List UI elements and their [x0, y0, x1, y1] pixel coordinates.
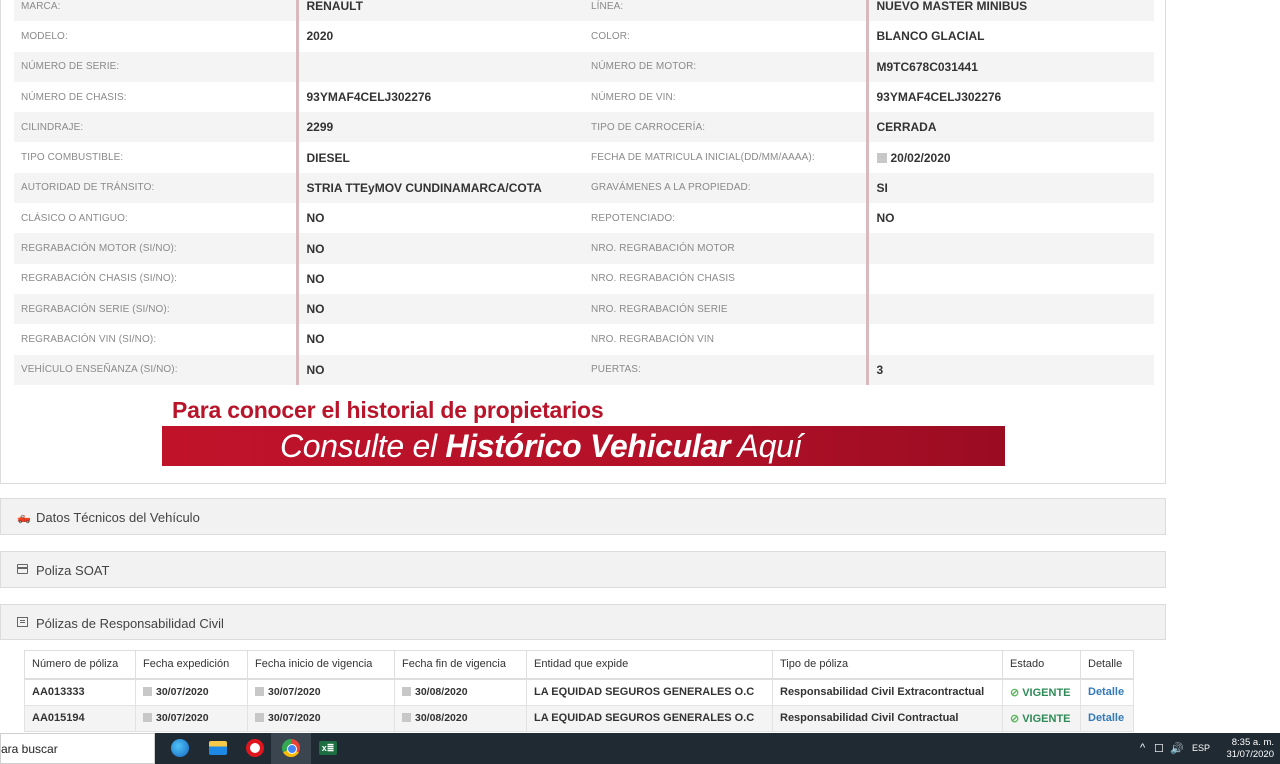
field-value: [867, 294, 1154, 324]
historico-vehicular-link-text[interactable]: Consulte el Histórico Vehicular Aquí: [280, 428, 803, 464]
policy-status: [1003, 679, 1081, 706]
field-value: 93YMAF4CELJ302276: [297, 82, 584, 112]
edge-icon: [171, 739, 189, 757]
vehicle-info-row: [14, 112, 1154, 142]
field-value: [867, 264, 1154, 294]
vehicle-info-row: [14, 203, 1154, 233]
network-icon[interactable]: ☐: [1154, 743, 1164, 755]
language-indicator[interactable]: ESP: [1192, 743, 1211, 753]
calendar-icon: [877, 153, 887, 163]
windows-taskbar: [0, 733, 1280, 764]
excel-app-button[interactable]: [308, 733, 348, 764]
field-value: [297, 52, 584, 82]
field-value: [867, 233, 1154, 263]
field-value: 2020: [297, 21, 584, 51]
accordion-datos-tecnicos-label: Datos Técnicos del Vehículo: [36, 510, 200, 525]
vehicle-info-row: [14, 173, 1154, 203]
taskbar-search-box[interactable]: ara buscar: [0, 733, 155, 764]
field-label: NRO. REGRABACIÓN MOTOR: [584, 233, 867, 263]
policy-type-text: Responsabilidad Civil Extracontractual: [780, 686, 985, 698]
field-value: BLANCO GLACIAL: [867, 21, 1154, 51]
vehicle-info-row: [14, 264, 1154, 294]
chrome-icon: [282, 739, 300, 757]
field-label: NÚMERO DE CHASIS:: [21, 91, 127, 103]
policies-column-header: Detalle: [1081, 651, 1134, 679]
chevron-up-icon[interactable]: ^: [1140, 742, 1146, 754]
policy-end-date-text: 30/08/2020: [402, 686, 468, 698]
field-label: TIPO COMBUSTIBLE:: [21, 152, 124, 164]
policy-detail-link[interactable]: [1081, 679, 1134, 706]
policy-end-date: [395, 679, 527, 706]
field-label: COLOR:: [591, 30, 630, 42]
policies-column-header: Tipo de póliza: [773, 651, 1003, 679]
policy-number-text: AA013333: [32, 686, 85, 698]
policy-entity-text: LA EQUIDAD SEGUROS GENERALES O.C: [534, 686, 755, 698]
policy-detail-link[interactable]: [1081, 705, 1134, 732]
policy-detail-link-text[interactable]: Detalle: [1088, 712, 1125, 725]
field-value: 93YMAF4CELJ302276: [867, 82, 1154, 112]
policy-status: [1003, 705, 1081, 732]
policy-issue-date: [136, 705, 248, 732]
vehicle-info-row: [14, 233, 1154, 263]
field-value: 3: [867, 355, 1154, 385]
credit-card-icon: [17, 564, 28, 574]
policy-entity: [527, 679, 773, 706]
policy-detail-link-text[interactable]: Detalle: [1088, 686, 1125, 698]
field-value: SI: [867, 173, 1154, 203]
field-label: MODELO:: [21, 30, 68, 42]
clock[interactable]: [1226, 737, 1274, 761]
policy-issue-date: [136, 679, 248, 706]
historial-banner-title: Para conocer el historial de propietarios: [172, 397, 604, 423]
field-value: NO: [297, 355, 584, 385]
field-label: NÚMERO DE VIN:: [591, 91, 676, 103]
policies-column-header: Entidad que expide: [527, 651, 773, 679]
edge-app-button[interactable]: [160, 733, 200, 764]
file-explorer-app-button[interactable]: [198, 733, 238, 764]
field-value: DIESEL: [297, 142, 584, 172]
policy-type: [773, 705, 1003, 732]
opera-app-button[interactable]: [235, 733, 275, 764]
policies-column-header: Fecha fin de vigencia: [395, 651, 527, 679]
policy-end-date: [395, 705, 527, 732]
policy-issue-date-text: 30/07/2020: [143, 712, 209, 724]
field-label: NÚMERO DE MOTOR:: [584, 52, 867, 82]
policy-entity: [527, 705, 773, 732]
policy-start-date: [248, 705, 395, 732]
vehicle-info-row: [14, 355, 1154, 385]
vehicle-info-row: [14, 142, 1154, 172]
vehicle-info-row: [14, 82, 1154, 112]
folder-icon: [209, 741, 227, 755]
policy-type-text: Responsabilidad Civil Contractual: [780, 712, 959, 725]
policy-issue-date-text: 30/07/2020: [143, 686, 209, 698]
policies-table: [24, 650, 1134, 732]
field-value: NUEVO MASTER MINIBUS: [867, 0, 1154, 21]
policy-end-date-text: 30/08/2020: [402, 712, 468, 724]
vehicle-info-row: [14, 0, 1154, 21]
policy-status-text: VIGENTE: [1022, 686, 1071, 699]
clock-date: 31/07/2020: [1226, 749, 1274, 760]
field-label: REGRABACIÓN VIN (SI/NO):: [21, 333, 157, 345]
accordion-datos-tecnicos[interactable]: [0, 498, 1166, 535]
policy-number: [25, 679, 136, 706]
field-value: 20/02/2020: [867, 142, 1154, 172]
policy-number: [25, 705, 136, 732]
field-value: M9TC678C031441: [867, 52, 1154, 82]
policies-column-header: Estado: [1003, 651, 1081, 679]
field-label: REGRABACIÓN MOTOR (SI/NO):: [14, 233, 297, 263]
field-label: REGRABACIÓN CHASIS (SI/NO):: [21, 273, 178, 285]
chrome-app-button[interactable]: [271, 733, 311, 764]
excel-icon: x≣: [319, 741, 337, 755]
check-circle-icon: ⊘: [1010, 712, 1020, 725]
field-label: NÚMERO DE SERIE:: [14, 52, 297, 82]
policy-start-date: [248, 679, 395, 706]
accordion-responsabilidad-civil[interactable]: [0, 604, 1166, 640]
field-value: NO: [297, 264, 584, 294]
field-value: CERRADA: [867, 112, 1154, 142]
field-label: REGRABACIÓN SERIE (SI/NO):: [14, 294, 297, 324]
check-circle-icon: ⊘: [1010, 686, 1020, 699]
field-value: NO: [297, 294, 584, 324]
policies-column-header: Número de póliza: [25, 651, 136, 679]
field-label: FECHA DE MATRICULA INICIAL(DD/MM/AAAA):: [591, 152, 815, 164]
field-label: NRO. REGRABACIÓN VIN: [591, 333, 715, 345]
policy-start-date-text: 30/07/2020: [255, 712, 321, 724]
accordion-responsabilidad-civil-label: Pólizas de Responsabilidad Civil: [36, 616, 224, 631]
field-label: CILINDRAJE:: [14, 112, 297, 142]
field-label: PUERTAS:: [584, 355, 867, 385]
policy-row: [25, 679, 1134, 706]
field-label: CLÁSICO O ANTIGUO:: [21, 212, 128, 224]
policy-entity-text: LA EQUIDAD SEGUROS GENERALES O.C: [534, 712, 755, 725]
policy-number-text: AA015194: [32, 712, 85, 725]
policy-start-date-text: 30/07/2020: [255, 686, 321, 698]
vehicle-info-row: [14, 294, 1154, 324]
field-label: VEHÍCULO ENSEÑANZA (SI/NO):: [14, 355, 297, 385]
accordion-poliza-soat-label: Poliza SOAT: [36, 563, 110, 578]
field-label: MARCA:: [14, 0, 297, 21]
field-value: RENAULT: [297, 0, 584, 21]
policy-status-text: VIGENTE: [1022, 712, 1071, 725]
accordion-poliza-soat[interactable]: [0, 551, 1166, 588]
field-value: NO: [297, 233, 584, 263]
policies-column-header: Fecha inicio de vigencia: [248, 651, 395, 679]
policy-row: [25, 705, 1134, 732]
field-value: 2299: [297, 112, 584, 142]
vehicle-info-row: [14, 52, 1154, 82]
system-tray: [1140, 733, 1280, 764]
policies-column-header: Fecha expedición: [136, 651, 248, 679]
field-label: GRAVÁMENES A LA PROPIEDAD:: [584, 173, 867, 203]
vehicle-info-table: [14, 0, 1154, 385]
field-value: NO: [297, 324, 584, 354]
field-value: NO: [297, 203, 584, 233]
policy-type: [773, 679, 1003, 706]
field-label: REPOTENCIADO:: [591, 212, 676, 224]
field-value: NO: [867, 203, 1154, 233]
vehicle-info-row: [14, 21, 1154, 51]
volume-icon[interactable]: 🔊: [1170, 743, 1184, 755]
field-label: AUTORIDAD DE TRÁNSITO:: [14, 173, 297, 203]
field-value: STRIA TTEyMOV CUNDINAMARCA/COTA: [297, 173, 584, 203]
list-icon: [17, 617, 28, 627]
field-value: [867, 324, 1154, 354]
clock-time: 8:35 a. m.: [1231, 737, 1274, 748]
vehicle-info-row: [14, 324, 1154, 354]
field-label: LÍNEA:: [584, 0, 867, 21]
field-label: NRO. REGRABACIÓN CHASIS: [591, 273, 735, 285]
historico-vehicular-banner[interactable]: [162, 426, 1005, 466]
field-label: TIPO DE CARROCERÍA:: [584, 112, 867, 142]
car-icon: 🛻: [17, 512, 31, 524]
opera-icon: [246, 739, 264, 757]
field-label: NRO. REGRABACIÓN SERIE: [584, 294, 867, 324]
